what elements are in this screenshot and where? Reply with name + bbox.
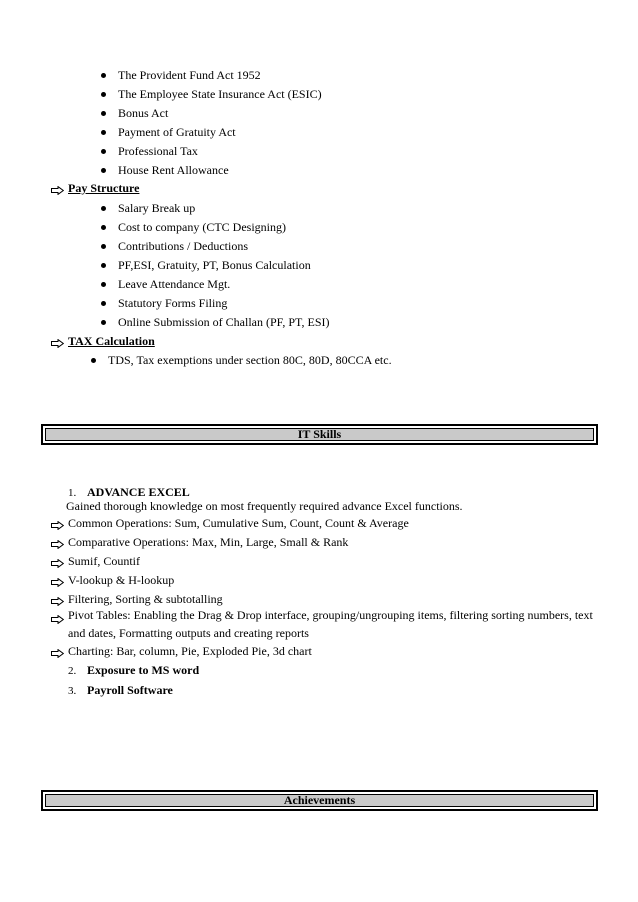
list-item: Contributions / Deductions	[118, 239, 248, 253]
bullet-icon	[101, 206, 106, 211]
bullet-icon	[101, 301, 106, 306]
list-item: The Employee State Insurance Act (ESIC)	[118, 87, 322, 101]
item-title: Payroll Software	[87, 683, 173, 697]
list-item: Bonus Act	[118, 106, 169, 120]
arrow-right-icon	[51, 597, 64, 606]
list-item: Statutory Forms Filing	[118, 296, 228, 310]
arrow-right-icon	[51, 615, 64, 624]
arrow-right-icon	[51, 521, 64, 530]
bullet-icon	[101, 149, 106, 154]
bullet-icon	[101, 282, 106, 287]
list-item: Cost to company (CTC Designing)	[118, 220, 286, 234]
item-number: 1.	[68, 487, 77, 499]
arrow-right-icon	[51, 186, 64, 195]
list-item: Payment of Gratuity Act	[118, 125, 236, 139]
section-heading: Pay Structure	[68, 181, 140, 195]
list-item: Filtering, Sorting & subtotalling	[68, 592, 223, 606]
item-number: 3.	[68, 685, 77, 697]
bullet-icon	[91, 358, 96, 363]
list-item: House Rent Allowance	[118, 163, 229, 177]
bullet-icon	[101, 263, 106, 268]
list-item: The Provident Fund Act 1952	[118, 68, 261, 82]
bullet-icon	[101, 320, 106, 325]
intro-text: Gained thorough knowledge on most frequently required advance Excel functions.	[66, 499, 463, 513]
list-item: Professional Tax	[118, 144, 198, 158]
bullet-icon	[101, 92, 106, 97]
list-item: Pivot Tables: Enabling the Drag & Drop interface, grouping/ungrouping items, filtering sorting numbers, text and dates, Formatting outputs and creating reports	[68, 608, 593, 640]
list-item: TDS, Tax exemptions under section 80C, 80D, 80CCA etc.	[108, 353, 392, 367]
list-item: Leave Attendance Mgt.	[118, 277, 231, 291]
list-item: Charting: Bar, column, Pie, Exploded Pie, 3d chart	[68, 644, 312, 658]
arrow-right-icon	[51, 649, 64, 658]
list-item: PF,ESI, Gratuity, PT, Bonus Calculation	[118, 258, 311, 272]
bullet-icon	[101, 130, 106, 135]
arrow-right-icon	[51, 540, 64, 549]
list-item: Sumif, Countif	[68, 554, 141, 568]
list-item: V-lookup & H-lookup	[68, 573, 175, 587]
banner-title: IT Skills	[45, 428, 594, 441]
arrow-right-icon	[51, 578, 64, 587]
bullet-icon	[101, 73, 106, 78]
achievements-banner	[41, 790, 598, 811]
arrow-right-icon	[51, 559, 64, 568]
bullet-icon	[101, 168, 106, 173]
banner-title: Achievements	[45, 794, 594, 807]
item-number: 2.	[68, 665, 77, 677]
list-item: Common Operations: Sum, Cumulative Sum, Count, Count & Average	[68, 516, 409, 530]
item-title: Exposure to MS word	[87, 663, 200, 677]
list-item: Online Submission of Challan (PF, PT, ESI)	[118, 315, 330, 329]
bullet-icon	[101, 244, 106, 249]
arrow-right-icon	[51, 339, 64, 348]
bullet-icon	[101, 111, 106, 116]
list-item: Comparative Operations: Max, Min, Large, Small & Rank	[68, 535, 349, 549]
bullet-icon	[101, 225, 106, 230]
item-title: ADVANCE EXCEL	[87, 485, 190, 499]
list-item: Salary Break up	[118, 201, 196, 215]
section-heading: TAX Calculation	[68, 334, 155, 348]
it-skills-banner	[41, 424, 598, 445]
